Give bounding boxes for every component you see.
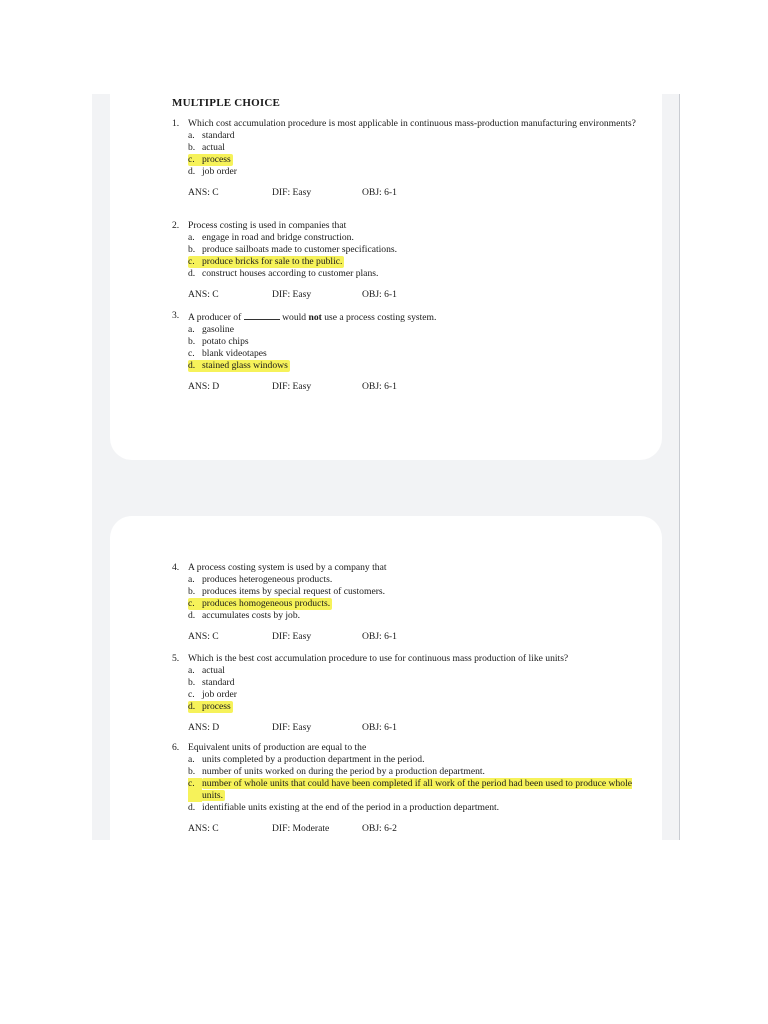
difficulty-label: DIF: Easy [272,722,312,733]
document-page-2 [110,516,662,840]
option-a: a. standard [188,130,235,141]
option-b: b. actual [188,142,225,153]
difficulty-label: DIF: Easy [272,381,312,392]
option-c-highlighted: c. produces homogeneous products. [188,598,331,609]
document-page-1 [110,94,662,460]
objective-label: OBJ: 6-1 [362,289,397,300]
option-b: b. standard [188,677,235,688]
question-stem: Process costing is used in companies that [188,220,347,231]
question-stem: Which is the best cost accumulation procedure to use for continuous mass production of like units? [188,653,569,664]
answer-key [188,289,642,301]
question-number: 3. [172,310,180,321]
question-4 [172,562,642,643]
question-stem: A process costing system is used by a company that [188,562,387,573]
answer-options [188,232,642,280]
question-number: 1. [172,118,180,129]
difficulty-label: DIF: Easy [272,631,312,642]
option-b: b. produces items by special request of customers. [188,586,386,597]
answer-key [188,631,642,643]
answer-options [188,324,642,372]
option-b: b. produce sailboats made to customer specifications. [188,244,398,255]
option-c-highlighted: c. number of whole units that could have been completed if all work of the period had been used to produce whole units. [188,778,632,801]
option-a: a. produces heterogeneous products. [188,574,333,585]
option-d-highlighted: d. stained glass windows [188,360,288,371]
option-d: d. job order [188,166,237,177]
objective-label: OBJ: 6-1 [362,187,397,198]
answer-options [188,665,642,713]
option-c: c. blank videotapes [188,348,267,359]
objective-label: OBJ: 6-1 [362,722,397,733]
question-stem: Which cost accumulation procedure is most applicable in continuous mass-production manufacturing environments? [188,118,636,129]
question-1 [172,118,642,199]
option-a: a. engage in road and bridge construction. [188,232,354,243]
question-number: 5. [172,653,180,664]
option-a: a. gasoline [188,324,234,335]
option-c-highlighted: c. process [188,154,231,165]
option-d: d. construct houses according to customer plans. [188,268,379,279]
answer-label: ANS: C [188,187,219,198]
question-2 [172,220,642,301]
question-5 [172,653,642,734]
question-3 [172,310,642,393]
difficulty-label: DIF: Easy [272,289,312,300]
answer-key [188,187,642,199]
answer-options [188,574,642,622]
answer-options [188,754,642,814]
question-stem: Equivalent units of production are equal to the [188,742,367,753]
answer-label: ANS: C [188,289,219,300]
option-a: a. actual [188,665,225,676]
objective-label: OBJ: 6-1 [362,381,397,392]
difficulty-label: DIF: Moderate [272,823,330,834]
option-d: d. accumulates costs by job. [188,610,301,621]
option-b: b. potato chips [188,336,249,347]
option-d-highlighted: d. process [188,701,231,712]
objective-label: OBJ: 6-2 [362,823,397,834]
question-6 [172,742,642,835]
answer-label: ANS: C [188,631,219,642]
option-d: d. identifiable units existing at the end of the period in a production department. [188,802,500,813]
question-number: 4. [172,562,180,573]
answer-label: ANS: D [188,381,220,392]
option-b: b. number of units worked on during the period by a production department. [188,766,485,777]
answer-key [188,722,642,734]
answer-label: ANS: C [188,823,219,834]
question-stem: A producer of would not use a process costing system. [188,312,437,323]
section-title: MULTIPLE CHOICE [172,97,281,109]
question-number: 6. [172,742,180,753]
option-c-highlighted: c. produce bricks for sale to the public. [188,256,343,267]
answer-key [188,381,642,393]
option-c: c. job order [188,689,237,700]
fill-in-blank [244,310,280,320]
answer-key [188,823,642,835]
answer-label: ANS: D [188,722,220,733]
objective-label: OBJ: 6-1 [362,631,397,642]
difficulty-label: DIF: Easy [272,187,312,198]
document-viewer[interactable] [92,94,680,840]
answer-options [188,130,642,178]
question-number: 2. [172,220,180,231]
option-a: a. units completed by a production department in the period. [188,754,425,765]
